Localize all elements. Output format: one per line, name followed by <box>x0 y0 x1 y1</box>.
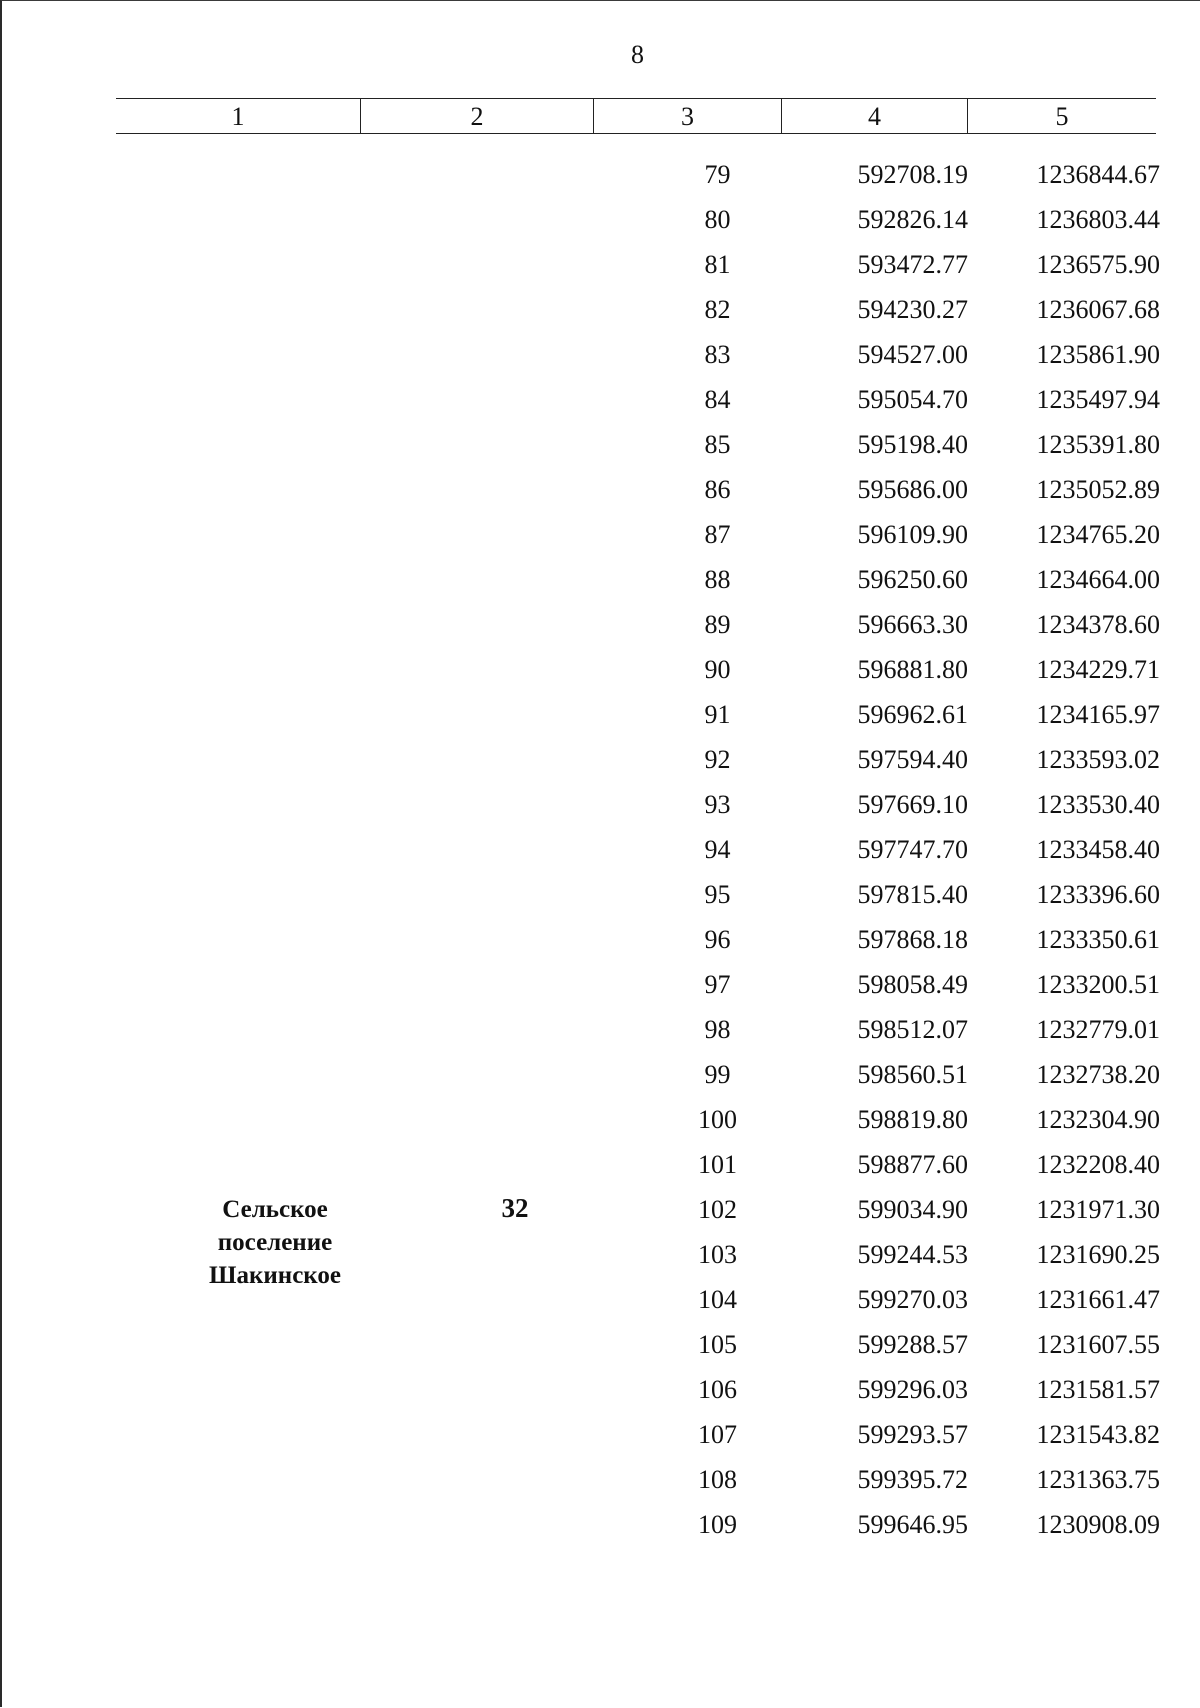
coordinate-x: 595198.40 <box>857 430 968 459</box>
point-number: 98 <box>704 1015 731 1044</box>
table-row <box>0 1373 1200 1418</box>
coordinate-y: 1236844.67 <box>1036 160 1160 189</box>
coordinate-x: 599296.03 <box>857 1375 968 1404</box>
coordinate-y: 1236575.90 <box>1036 250 1160 279</box>
point-number: 92 <box>704 745 731 774</box>
point-number: 101 <box>698 1150 737 1179</box>
table-row <box>0 158 1200 203</box>
table-row <box>0 293 1200 338</box>
coordinate-y: 1235861.90 <box>1036 340 1160 369</box>
point-number: 81 <box>704 250 731 279</box>
point-number: 87 <box>704 520 731 549</box>
coordinate-x: 597815.40 <box>857 880 968 909</box>
coordinate-x: 599244.53 <box>857 1240 968 1269</box>
coordinate-x: 598560.51 <box>857 1060 968 1089</box>
coordinate-y: 1233593.02 <box>1036 745 1160 774</box>
settlement-name-line: Шакинское <box>209 1262 341 1289</box>
coordinate-y: 1231543.82 <box>1036 1420 1160 1449</box>
coordinate-x: 597868.18 <box>857 925 968 954</box>
table-row <box>0 1283 1200 1328</box>
table-row <box>0 1058 1200 1103</box>
point-number: 99 <box>704 1060 731 1089</box>
table-row <box>0 203 1200 248</box>
coordinate-y: 1230908.09 <box>1036 1510 1160 1539</box>
coordinate-x: 598877.60 <box>857 1150 968 1179</box>
coordinate-y: 1232208.40 <box>1036 1150 1160 1179</box>
coordinate-y: 1234165.97 <box>1036 700 1160 729</box>
table-row <box>0 338 1200 383</box>
coordinate-y: 1231581.57 <box>1036 1375 1160 1404</box>
coordinate-x: 597594.40 <box>857 745 968 774</box>
point-number: 90 <box>704 655 731 684</box>
table-row <box>0 563 1200 608</box>
coordinate-x: 598512.07 <box>857 1015 968 1044</box>
point-number: 84 <box>704 385 731 414</box>
table-row <box>0 1418 1200 1463</box>
settlement-name <box>190 1193 360 1292</box>
table-row <box>0 923 1200 968</box>
table-row <box>0 248 1200 293</box>
settlement-name-line: Сельское <box>222 1196 328 1223</box>
table-row <box>0 518 1200 563</box>
coordinate-x: 596250.60 <box>857 565 968 594</box>
table-row <box>0 788 1200 833</box>
coordinate-x: 599034.90 <box>857 1195 968 1224</box>
coordinate-x: 596962.61 <box>857 700 968 729</box>
coordinate-y: 1231661.47 <box>1036 1285 1160 1314</box>
table-row <box>0 1238 1200 1283</box>
coordinate-y: 1235052.89 <box>1036 475 1160 504</box>
coordinate-x: 599646.95 <box>857 1510 968 1539</box>
table-row <box>0 1103 1200 1148</box>
point-number: 95 <box>704 880 731 909</box>
point-number: 82 <box>704 295 731 324</box>
coordinate-y: 1233396.60 <box>1036 880 1160 909</box>
coordinate-y: 1231971.30 <box>1036 1195 1160 1224</box>
point-number: 91 <box>704 700 731 729</box>
table-row <box>0 1148 1200 1193</box>
settlement-name-line: поселение <box>217 1229 333 1256</box>
coordinate-x: 599395.72 <box>857 1465 968 1494</box>
coordinate-x: 599293.57 <box>857 1420 968 1449</box>
point-number: 97 <box>704 970 731 999</box>
coordinate-y: 1235497.94 <box>1036 385 1160 414</box>
point-number: 106 <box>698 1375 737 1404</box>
point-number: 102 <box>698 1195 737 1224</box>
column-header-2: 2 <box>360 99 593 133</box>
point-number: 89 <box>704 610 731 639</box>
coordinate-y: 1236803.44 <box>1036 205 1160 234</box>
column-header-5: 5 <box>967 99 1156 133</box>
column-header-1: 1 <box>231 102 245 131</box>
coordinate-y: 1236067.68 <box>1036 295 1160 324</box>
coordinate-x: 593472.77 <box>857 250 968 279</box>
point-number: 96 <box>704 925 731 954</box>
page-number: 8 <box>631 40 644 69</box>
column-header-4: 4 <box>781 99 967 133</box>
table-row <box>0 743 1200 788</box>
coordinate-x: 595054.70 <box>857 385 968 414</box>
coordinate-y: 1231363.75 <box>1036 1465 1160 1494</box>
coordinate-x: 595686.00 <box>857 475 968 504</box>
coordinate-x: 592826.14 <box>857 205 968 234</box>
point-number: 86 <box>704 475 731 504</box>
point-number: 100 <box>698 1105 737 1134</box>
table-row <box>0 608 1200 653</box>
table-body <box>0 158 1200 1553</box>
coordinate-y: 1233530.40 <box>1036 790 1160 819</box>
table-row <box>0 1193 1200 1238</box>
settlement-code: 32 <box>501 1193 529 1223</box>
point-number: 93 <box>704 790 731 819</box>
coordinate-x: 596881.80 <box>857 655 968 684</box>
table-row <box>0 653 1200 698</box>
coordinate-x: 596109.90 <box>857 520 968 549</box>
coordinate-x: 597747.70 <box>857 835 968 864</box>
coordinate-y: 1232304.90 <box>1036 1105 1160 1134</box>
table-row <box>0 968 1200 1013</box>
point-number: 109 <box>698 1510 737 1539</box>
table-row <box>0 473 1200 518</box>
point-number: 83 <box>704 340 731 369</box>
coordinate-x: 597669.10 <box>857 790 968 819</box>
coordinate-y: 1233350.61 <box>1036 925 1160 954</box>
coordinate-x: 599288.57 <box>857 1330 968 1359</box>
coordinate-y: 1233458.40 <box>1036 835 1160 864</box>
coordinate-y: 1233200.51 <box>1036 970 1160 999</box>
table-row <box>0 878 1200 923</box>
table-row <box>0 1508 1200 1553</box>
point-number: 105 <box>698 1330 737 1359</box>
coordinate-x: 596663.30 <box>857 610 968 639</box>
coordinate-y: 1231690.25 <box>1036 1240 1160 1269</box>
coordinate-x: 594527.00 <box>857 340 968 369</box>
table-row <box>0 833 1200 878</box>
table-row <box>0 698 1200 743</box>
table-header <box>116 98 1156 134</box>
point-number: 94 <box>704 835 731 864</box>
coordinate-y: 1234765.20 <box>1036 520 1160 549</box>
coordinate-y: 1234229.71 <box>1036 655 1160 684</box>
table-row <box>0 1328 1200 1373</box>
coordinate-x: 594230.27 <box>857 295 968 324</box>
coordinate-x: 598819.80 <box>857 1105 968 1134</box>
table-row <box>0 1463 1200 1508</box>
coordinate-y: 1234378.60 <box>1036 610 1160 639</box>
point-number: 103 <box>698 1240 737 1269</box>
coordinate-x: 592708.19 <box>857 160 968 189</box>
point-number: 85 <box>704 430 731 459</box>
point-number: 79 <box>704 160 731 189</box>
column-header-3: 3 <box>593 99 781 133</box>
point-number: 104 <box>698 1285 737 1314</box>
table-row <box>0 383 1200 428</box>
point-number: 80 <box>704 205 731 234</box>
coordinate-x: 598058.49 <box>857 970 968 999</box>
coordinate-y: 1232779.01 <box>1036 1015 1160 1044</box>
table-row <box>0 428 1200 473</box>
point-number: 107 <box>698 1420 737 1449</box>
coordinate-y: 1232738.20 <box>1036 1060 1160 1089</box>
table-row <box>0 1013 1200 1058</box>
coordinate-x: 599270.03 <box>857 1285 968 1314</box>
coordinate-y: 1234664.00 <box>1036 565 1160 594</box>
coordinate-y: 1231607.55 <box>1036 1330 1160 1359</box>
coordinate-y: 1235391.80 <box>1036 430 1160 459</box>
point-number: 108 <box>698 1465 737 1494</box>
point-number: 88 <box>704 565 731 594</box>
